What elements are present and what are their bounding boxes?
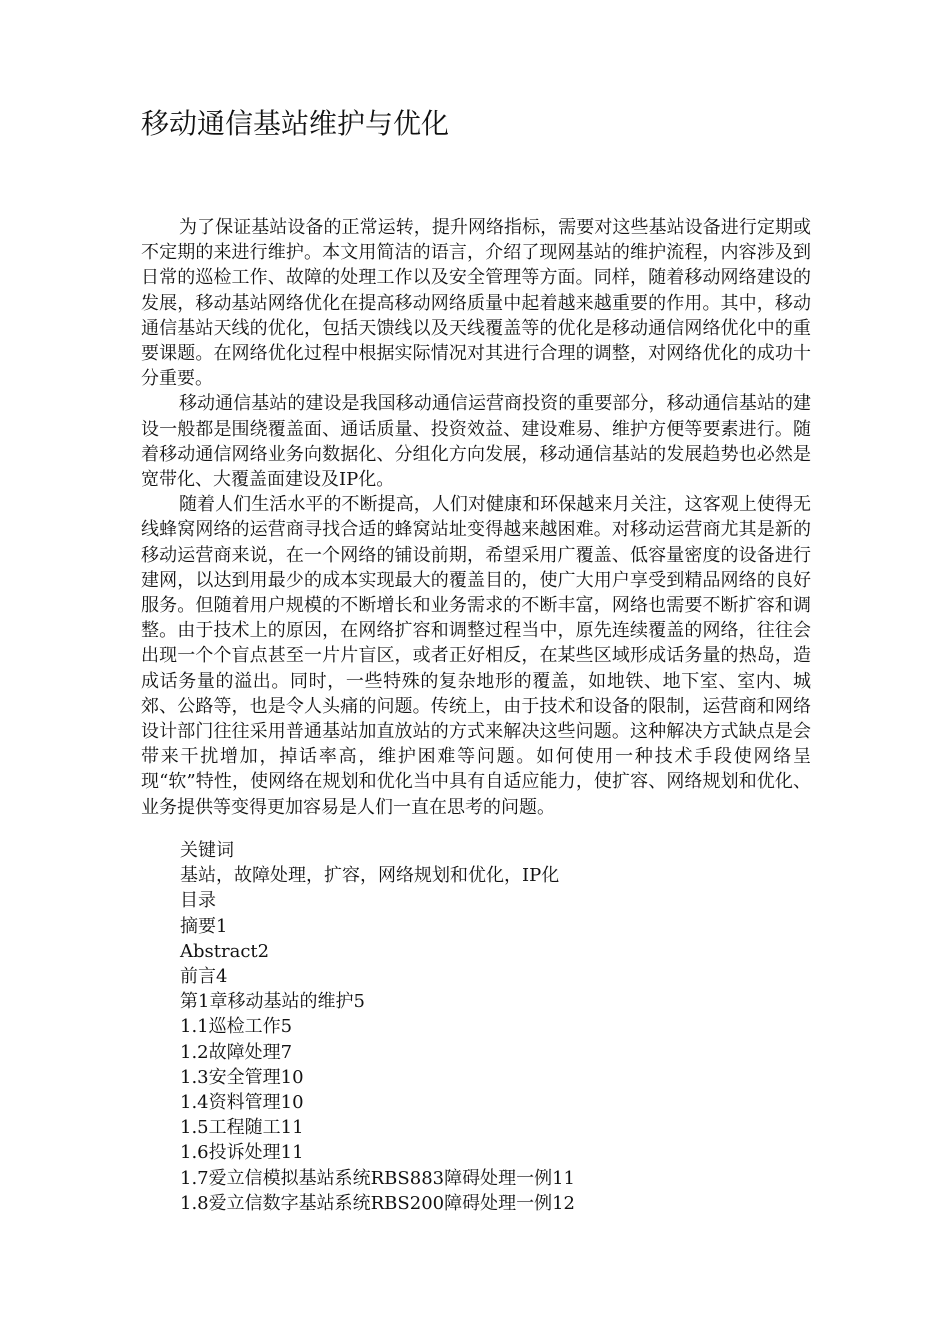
toc-entry: 1.6投诉处理11 bbox=[180, 1142, 304, 1164]
toc-entry: 1.2故障处理7 bbox=[180, 1041, 293, 1063]
toc-entry: Abstract2 bbox=[180, 940, 270, 962]
toc-entry: 1.8爱立信数字基站系统RBS200障碍处理一例12 bbox=[180, 1192, 575, 1214]
body-paragraph: 移动通信基站的建设是我国移动通信运营商投资的重要部分，移动通信基站的建设一般都是围绕覆盖面、通话质量、投资效益、建设难易、维护方便等要素进行。随着移动通信网络业务向数据化、分组化方向发展，移动通信基站的发展趋势也必然是宽带化、大覆盖面建设及IP化。 bbox=[141, 393, 811, 491]
toc-entry: 1.4资料管理10 bbox=[180, 1092, 304, 1114]
body-paragraph: 为了保证基站设备的正常运转，提升网络指标，需要对这些基站设备进行定期或不定期的来进行维护。本文用简洁的语言，介绍了现网基站的维护流程，内容涉及到日常的巡检工作、故障的处理工作以及安全管理等方面。同样，随着移动网络建设的发展，移动基站网络优化在提高移动网络质量中起着越来越重要的作用。其中，移动通信基站天线的优化，包括天馈线以及天线覆盖等的优化是移动通信网络优化中的重要课题。在网络优化过程中根据实际情况对其进行合理的调整，对网络优化的成功十分重要。 bbox=[141, 217, 811, 390]
toc-entry: 摘要1 bbox=[180, 915, 228, 937]
keywords-heading: 关键词 bbox=[180, 840, 234, 861]
keywords-and-toc bbox=[180, 838, 780, 1216]
toc-entry: 1.5工程随工11 bbox=[180, 1117, 304, 1139]
toc-entry: 1.1巡检工作5 bbox=[180, 1016, 293, 1038]
toc-entry: 1.3安全管理10 bbox=[180, 1066, 304, 1088]
document-title: 移动通信基站维护与优化 bbox=[141, 107, 450, 140]
toc-heading: 目录 bbox=[180, 890, 216, 912]
toc-entry: 第1章移动基站的维护5 bbox=[180, 991, 365, 1013]
keywords-text: 基站，故障处理，扩容，网络规划和优化，IP化 bbox=[180, 865, 560, 887]
document-body bbox=[141, 215, 811, 820]
toc-entry: 前言4 bbox=[180, 966, 228, 988]
body-paragraph: 随着人们生活水平的不断提高，人们对健康和环保越来月关注，这客观上使得无线蜂窝网络的运营商寻找合适的蜂窝站址变得越来越困难。对移动运营商尤其是新的移动运营商来说，在一个网络的铺设前期，希望采用广覆盖、低容量密度的设备进行建网，以达到用最少的成本实现最大的覆盖目的，使广大用户享受到精品网络的良好服务。但随着用户规模的不断增长和业务需求的不断丰富，网络也需要不断扩容和调整。由于技术上的原因，在网络扩容和调整过程当中，原先连续覆盖的网络，往往会出现一个个盲点甚至一片片盲区，或者正好相反，在某些区域形成话务量的热岛，造成话务量的溢出。同时，一些特殊的复杂地形的覆盖，如地铁、地下室、室内、城郊、公路等，也是令人头痛的问题。传统上，由于技术和设备的限制，运营商和网络设计部门往往采用普通基站加直放站的方式来解决这些问题。这种解决方式缺点是会带来干扰增加，掉话率高，维护困难等问题。如何使用一种技术手段使网络呈现“软”特性，使网络在规划和优化当中具有自适应能力，使扩容、网络规划和优化、业务提供等变得更加容易是人们一直在思考的问题。 bbox=[141, 494, 811, 818]
toc-entry: 1.7爱立信模拟基站系统RBS883障碍处理一例11 bbox=[180, 1167, 575, 1189]
